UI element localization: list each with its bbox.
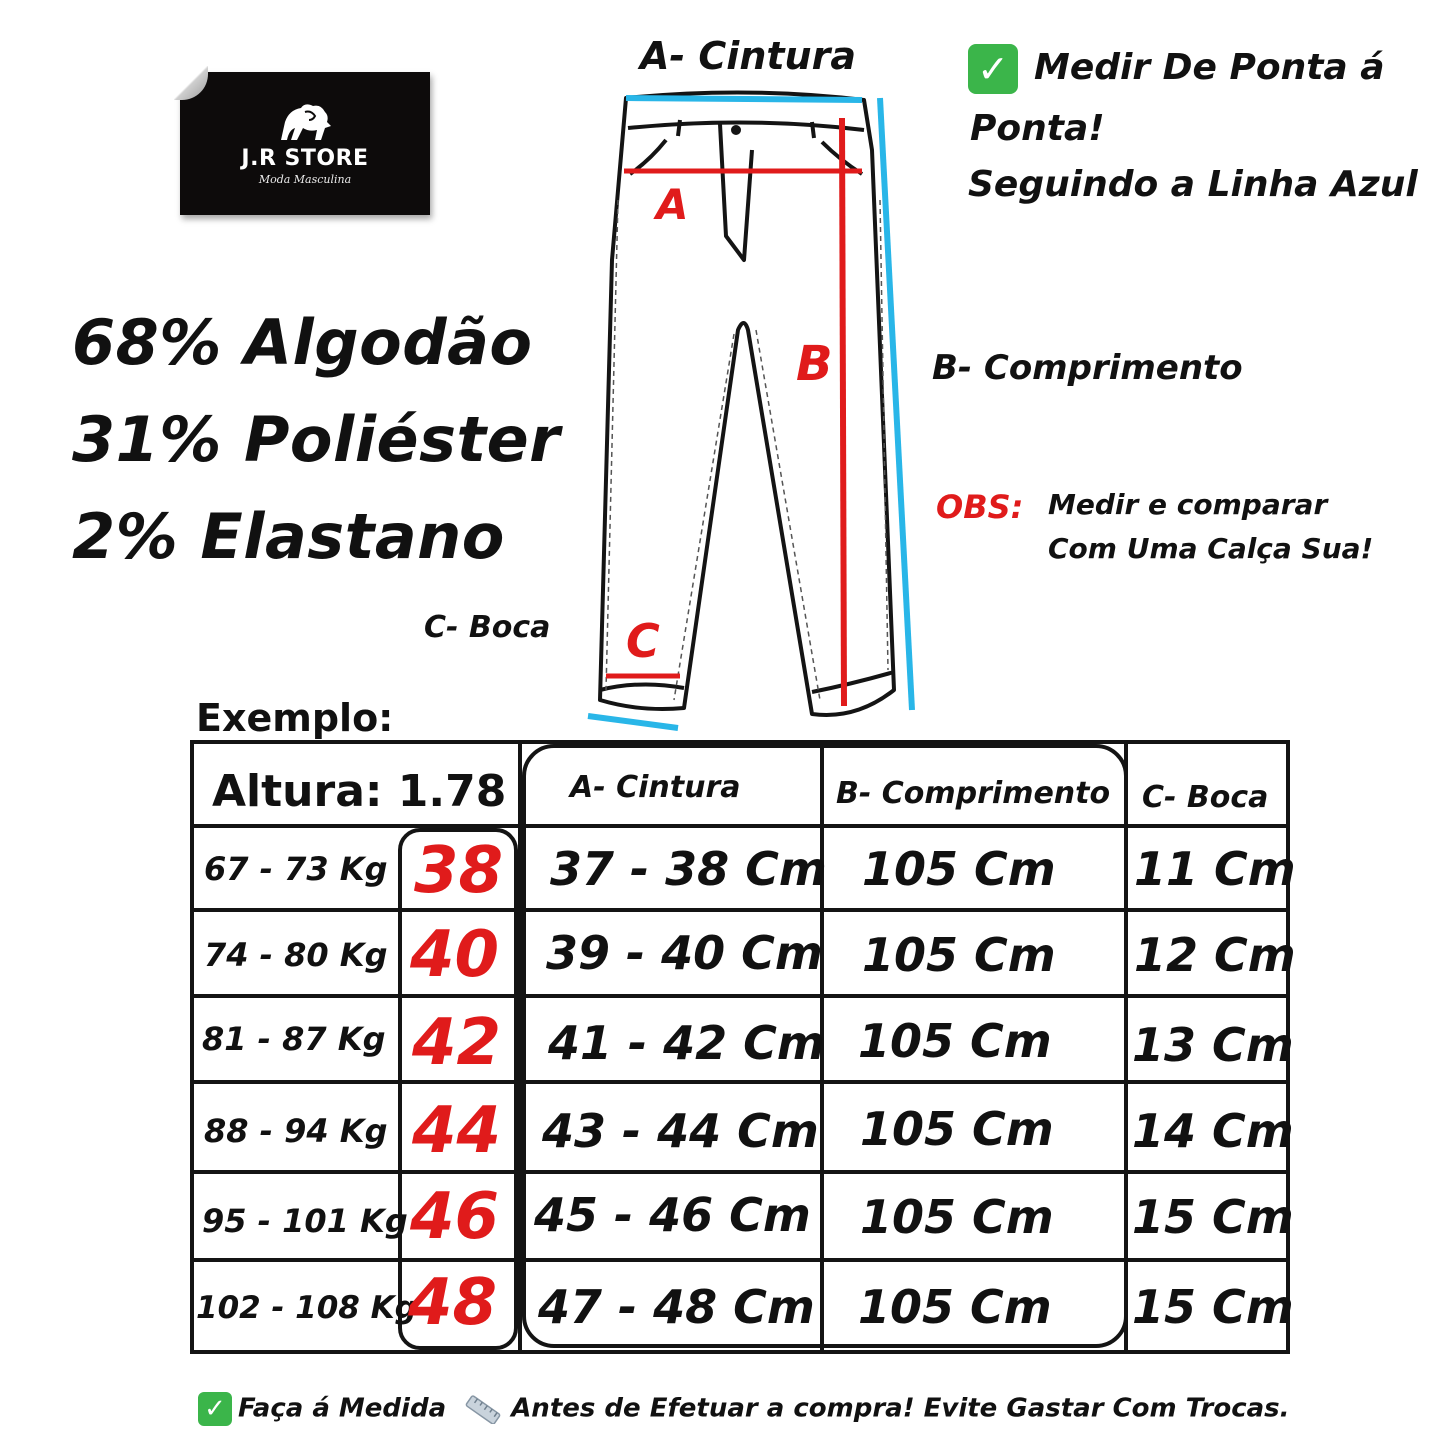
brand-name: J.R STORE — [241, 146, 369, 171]
row-6-comprimento: 105 Cm — [858, 1280, 1052, 1334]
height-label: Altura: 1.78 — [212, 766, 507, 817]
row-1-comprimento: 105 Cm — [862, 842, 1056, 896]
label-a-cintura: A- Cintura — [640, 34, 856, 78]
instruction-line-3: Seguindo a Linha Azul — [968, 164, 1418, 205]
brand-tagline: Moda Masculina — [258, 173, 352, 186]
check-mark-icon: ✓ — [968, 44, 1018, 94]
example-label: Exemplo: — [196, 696, 394, 740]
row-3-boca: 13 Cm — [1132, 1018, 1294, 1072]
row-2-weight: 74 - 80 Kg — [204, 936, 388, 974]
row-4-comprimento: 105 Cm — [860, 1102, 1054, 1156]
row-5-size: 46 — [410, 1180, 500, 1254]
composition-polyester: 31% Poliéster — [72, 403, 561, 476]
row-1-cintura: 37 - 38 Cm — [550, 842, 827, 896]
row-5-comprimento: 105 Cm — [860, 1190, 1054, 1244]
row-1-weight: 67 - 73 Kg — [204, 850, 388, 888]
marker-c: C — [626, 614, 660, 668]
button-icon — [731, 125, 741, 135]
red-line-b — [842, 118, 844, 706]
row-3-cintura: 41 - 42 Cm — [548, 1016, 825, 1070]
row-3-size: 42 — [412, 1006, 502, 1080]
row-6-size: 48 — [408, 1266, 498, 1340]
label-b-comprimento: B- Comprimento — [932, 348, 1243, 388]
marker-b: B — [796, 336, 833, 392]
obs-line-2: Com Uma Calça Sua! — [1048, 532, 1374, 565]
size-table — [190, 740, 1296, 1355]
footer-note — [198, 1392, 1290, 1426]
row-6-boca: 15 Cm — [1132, 1280, 1294, 1334]
instruction-line-2: Ponta! — [970, 108, 1105, 149]
row-5-boca: 15 Cm — [1132, 1190, 1294, 1244]
row-6-cintura: 47 - 48 Cm — [538, 1280, 815, 1334]
row-2-cintura: 39 - 40 Cm — [546, 926, 823, 980]
row-4-cintura: 43 - 44 Cm — [542, 1104, 819, 1158]
row-4-weight: 88 - 94 Kg — [204, 1112, 388, 1150]
obs-line-1: Medir e comparar — [1048, 488, 1328, 521]
label-c-boca: C- Boca — [424, 610, 551, 645]
ruler-icon — [463, 1394, 503, 1424]
blue-line-waist — [626, 98, 862, 100]
row-4-boca: 14 Cm — [1132, 1104, 1294, 1158]
row-6-weight: 102 - 108 Kg — [196, 1290, 417, 1326]
row-3-comprimento: 105 Cm — [858, 1014, 1052, 1068]
marker-a: A — [656, 180, 689, 229]
header-comprimento: B- Comprimento — [836, 776, 1111, 811]
composition-cotton: 68% Algodão — [72, 306, 533, 379]
instruction-line-1: ✓ Medir De Ponta á — [968, 44, 1385, 94]
footer-part-1: Faça á Medida — [238, 1393, 447, 1424]
row-1-boca: 11 Cm — [1134, 842, 1296, 896]
row-2-comprimento: 105 Cm — [862, 928, 1056, 982]
row-5-weight: 95 - 101 Kg — [202, 1202, 408, 1240]
row-1-size: 38 — [414, 834, 504, 908]
row-4-size: 44 — [412, 1094, 502, 1168]
row-5-cintura: 45 - 46 Cm — [534, 1188, 811, 1242]
row-2-boca: 12 Cm — [1134, 928, 1296, 982]
obs-label: OBS: — [936, 488, 1024, 526]
composition-elastane: 2% Elastano — [72, 500, 505, 573]
header-boca: C- Boca — [1142, 780, 1269, 815]
check-mark-icon: ✓ — [198, 1392, 232, 1426]
header-cintura: A- Cintura — [570, 770, 741, 805]
footer-part-2: Antes de Efetuar a compra! Evite Gastar Com Trocas. — [511, 1393, 1290, 1424]
row-3-weight: 81 - 87 Kg — [202, 1020, 386, 1058]
row-2-size: 40 — [410, 918, 500, 992]
blue-line-hem — [588, 716, 678, 728]
